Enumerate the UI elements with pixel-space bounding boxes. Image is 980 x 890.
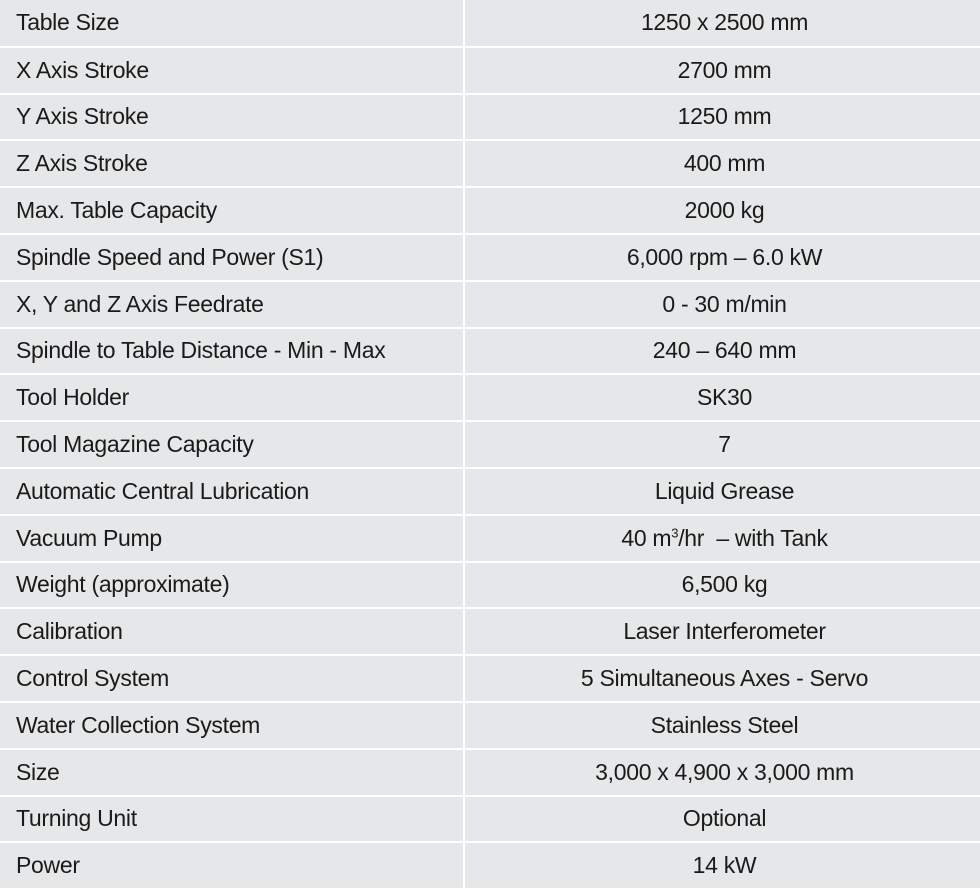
spec-label: X, Y and Z Axis Feedrate xyxy=(0,281,464,328)
spec-value: SK30 xyxy=(464,374,980,421)
spec-value: 5 Simultaneous Axes - Servo xyxy=(464,655,980,702)
spec-value: Optional xyxy=(464,796,980,843)
spec-label: Water Collection System xyxy=(0,702,464,749)
spec-label: Size xyxy=(0,749,464,796)
value-superscript: 3 xyxy=(671,525,679,540)
spec-value: Stainless Steel xyxy=(464,702,980,749)
table-row xyxy=(0,94,980,141)
table-row xyxy=(0,187,980,234)
table-row xyxy=(0,328,980,375)
spec-label: Spindle to Table Distance - Min - Max xyxy=(0,328,464,375)
spec-label: Tool Magazine Capacity xyxy=(0,421,464,468)
spec-label: Automatic Central Lubrication xyxy=(0,468,464,515)
spec-value xyxy=(464,515,980,562)
spec-value: 0 - 30 m/min xyxy=(464,281,980,328)
spec-label: Control System xyxy=(0,655,464,702)
table-row xyxy=(0,655,980,702)
table-row xyxy=(0,0,980,47)
table-row xyxy=(0,140,980,187)
spec-label: Table Size xyxy=(0,0,464,47)
table-row xyxy=(0,702,980,749)
table-row xyxy=(0,374,980,421)
spec-label: Power xyxy=(0,842,464,889)
spec-label: Weight (approximate) xyxy=(0,562,464,609)
table-row xyxy=(0,421,980,468)
spec-value: Laser Interferometer xyxy=(464,608,980,655)
spec-value: 2000 kg xyxy=(464,187,980,234)
spec-value: 3,000 x 4,900 x 3,000 mm xyxy=(464,749,980,796)
spec-value: 7 xyxy=(464,421,980,468)
table-row xyxy=(0,234,980,281)
spec-label: Turning Unit xyxy=(0,796,464,843)
spec-value: Liquid Grease xyxy=(464,468,980,515)
table-row xyxy=(0,749,980,796)
table-row xyxy=(0,562,980,609)
spec-value: 1250 mm xyxy=(464,94,980,141)
spec-label: Spindle Speed and Power (S1) xyxy=(0,234,464,281)
table-row xyxy=(0,515,980,562)
spec-value: 400 mm xyxy=(464,140,980,187)
value-prefix: 40 m xyxy=(621,524,672,551)
spec-value: 6,000 rpm – 6.0 kW xyxy=(464,234,980,281)
spec-label: Max. Table Capacity xyxy=(0,187,464,234)
spec-value: 6,500 kg xyxy=(464,562,980,609)
spec-value: 14 kW xyxy=(464,842,980,889)
spec-label: X Axis Stroke xyxy=(0,47,464,94)
spec-label: Calibration xyxy=(0,608,464,655)
spec-value: 240 – 640 mm xyxy=(464,328,980,375)
spec-label: Tool Holder xyxy=(0,374,464,421)
spec-label: Z Axis Stroke xyxy=(0,140,464,187)
value-suffix: /hr – with Tank xyxy=(678,524,828,551)
spec-label: Vacuum Pump xyxy=(0,515,464,562)
table-row xyxy=(0,47,980,94)
table-row xyxy=(0,842,980,889)
spec-value: 1250 x 2500 mm xyxy=(464,0,980,47)
table-row xyxy=(0,468,980,515)
table-row xyxy=(0,281,980,328)
table-row xyxy=(0,796,980,843)
table-row xyxy=(0,608,980,655)
spec-value: 2700 mm xyxy=(464,47,980,94)
spec-label: Y Axis Stroke xyxy=(0,94,464,141)
